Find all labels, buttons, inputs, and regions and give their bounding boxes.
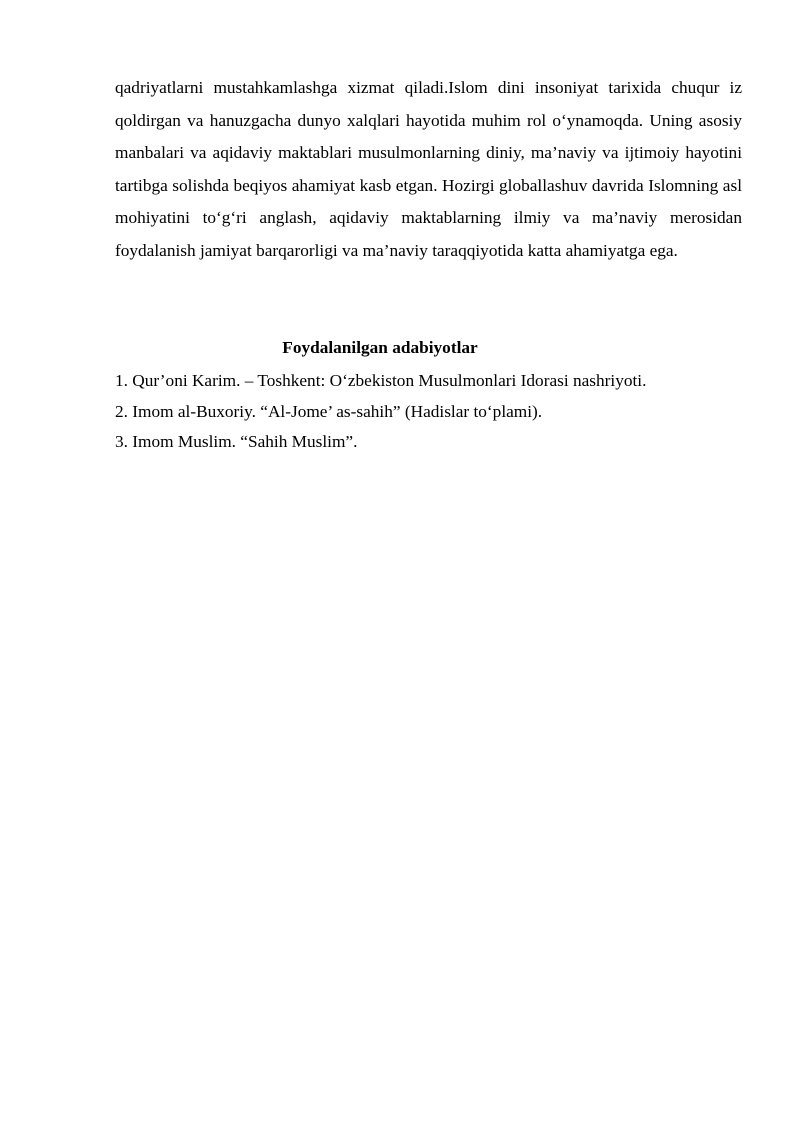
references-list: [115, 366, 742, 458]
reference-item: 2. Imom al-Buxoriy. “Al-Jome’ as-sahih” (Hadislar to‘plami).: [115, 401, 543, 421]
reference-item: 3. Imom Muslim. “Sahih Muslim”.: [115, 432, 358, 451]
reference-item: 1. Qur’oni Karim. – Toshkent: O‘zbekiston Musulmonlari Idorasi nashriyoti.: [115, 371, 647, 390]
body-paragraph: qadriyatlarni mustahkamlashga xizmat qiladi.Islom dini insoniyat tarixida chuqur iz qoldirgan va hanuzgacha dunyo xalqlari hayotida muhim rol o‘ynamoqda. Uning asosiy manbalari va aqidaviy maktablari musulmonlarning diniy, ma’naviy va ijtimoiy hayotini tartibga solishda beqiyos ahamiyat kasb etgan. Hozirgi globallashuv davrida Islomning asl mohiyatini to‘g‘ri anglash, aqidaviy maktablarning ilmiy va ma’naviy merosidan foydalanish jamiyat barqarorligi va ma’naviy taraqqiyotida katta ahamiyatga ega.: [115, 78, 742, 260]
references-heading: Foydalanilgan adabiyotlar: [282, 338, 478, 357]
